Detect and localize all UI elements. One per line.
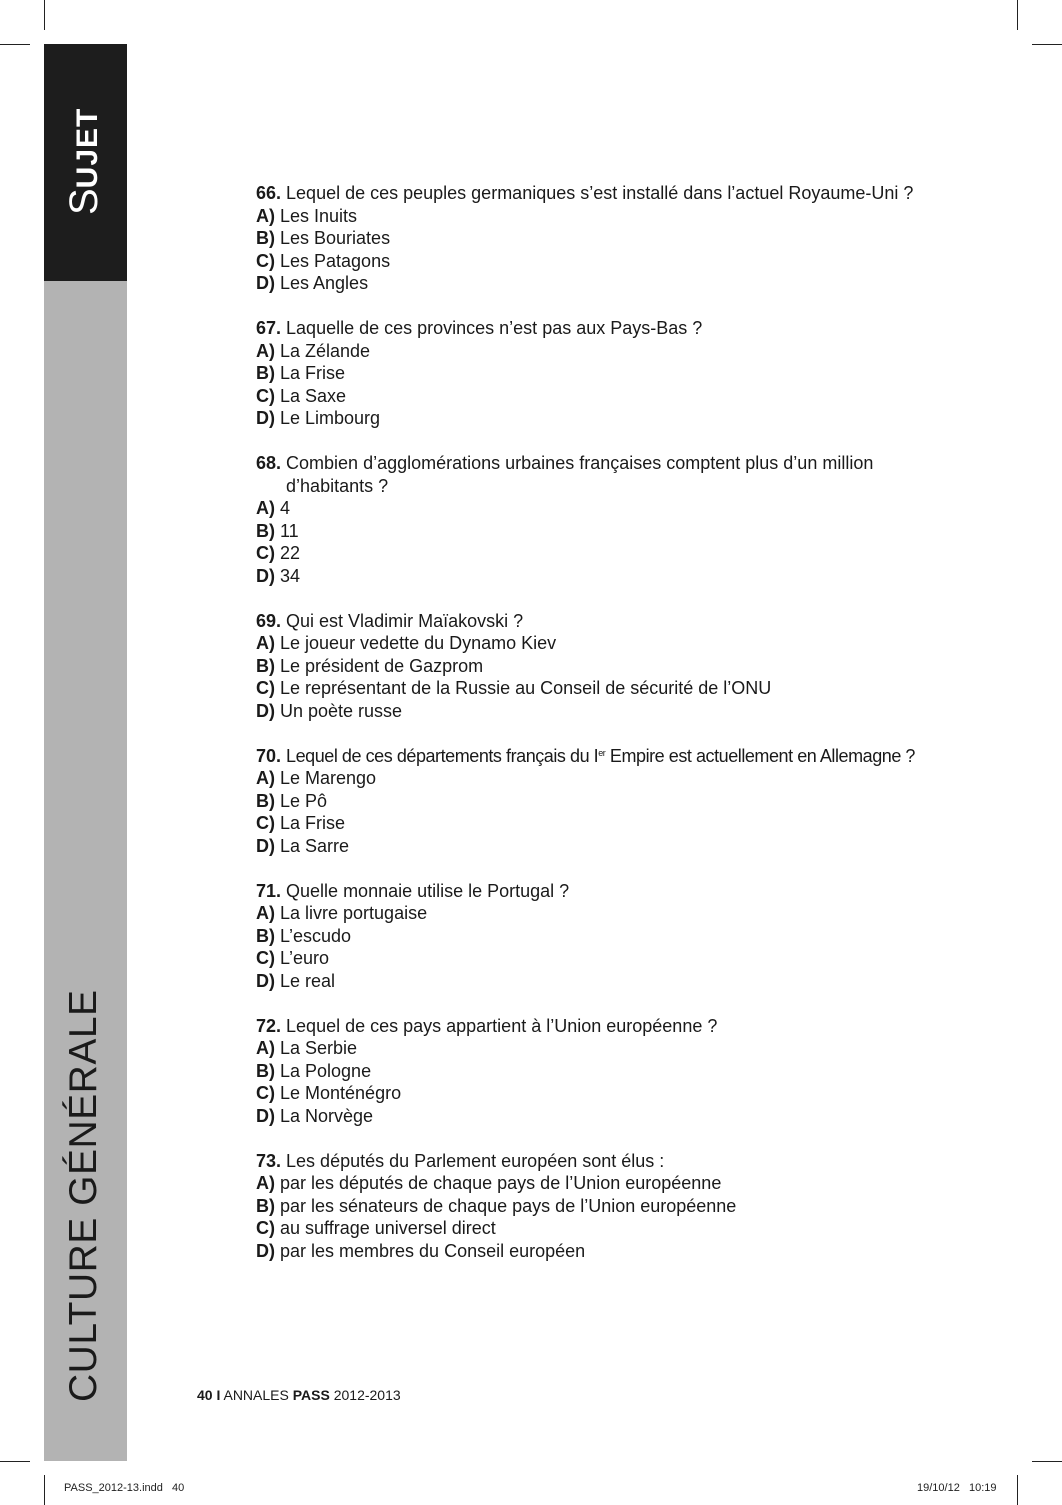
option-letter: D) [256, 1105, 275, 1126]
option-text: Les Patagons [280, 250, 391, 271]
question-text-part: Empire est actuellement en Allemagne ? [605, 745, 915, 766]
footer-annales: ANNALES [223, 1387, 289, 1403]
answer-option [256, 925, 956, 948]
answer-option [256, 250, 956, 273]
option-letter: C) [256, 543, 275, 563]
sujet-initial: S [62, 188, 106, 215]
answer-option [256, 632, 956, 655]
question-line [256, 1150, 956, 1173]
question-block [256, 610, 956, 723]
option-text: La Frise [280, 813, 346, 833]
crop-mark [44, 0, 45, 30]
footer-year: 2012-2013 [333, 1387, 401, 1403]
option-text: 11 [280, 520, 299, 541]
option-letter: A) [256, 498, 275, 518]
question-block [256, 880, 956, 993]
option-text: La Saxe [280, 385, 347, 406]
option-letter: B) [256, 520, 275, 541]
question-number: 69. [256, 610, 282, 631]
answer-option [256, 1217, 956, 1240]
option-letter: C) [256, 1083, 275, 1103]
option-letter: C) [256, 1218, 275, 1238]
option-letter: B) [256, 1060, 275, 1081]
option-letter: B) [256, 1195, 275, 1216]
option-letter: A) [256, 633, 275, 653]
crop-mark [1032, 44, 1062, 45]
option-letter: D) [256, 700, 275, 721]
option-text: 4 [280, 498, 291, 518]
question-number: 68. [256, 453, 282, 473]
footer-pass: PASS [292, 1387, 330, 1403]
question-text-part: Lequel de ces départements français du I [286, 745, 599, 766]
answer-option [256, 790, 956, 813]
option-letter: B) [256, 790, 275, 811]
question-line [256, 610, 956, 633]
option-text: L’euro [280, 948, 330, 968]
crop-mark [44, 1475, 45, 1505]
crop-mark [1017, 0, 1018, 30]
answer-option [256, 227, 956, 250]
answer-option [256, 835, 956, 858]
option-text: par les membres du Conseil européen [280, 1240, 586, 1261]
section-title: CULTURE GÉNÉRALE [62, 989, 105, 1402]
answer-option [256, 362, 956, 385]
answer-option [256, 272, 956, 295]
question-line [256, 880, 956, 903]
question-text: Les députés du Parlement européen sont élus : [286, 1150, 665, 1171]
answer-option [256, 700, 956, 723]
answer-option [256, 902, 956, 925]
option-letter: B) [256, 925, 275, 946]
question-text: Qui est Vladimir Maïakovski ? [286, 610, 524, 631]
option-text: Le Monténégro [280, 1083, 402, 1103]
option-text: Le joueur vedette du Dynamo Kiev [280, 633, 557, 653]
option-letter: A) [256, 205, 275, 226]
option-text: par les députés de chaque pays de l’Union européenne [280, 1173, 722, 1193]
crop-mark [1017, 1475, 1018, 1505]
answer-option [256, 340, 956, 363]
crop-mark [0, 1461, 30, 1462]
answer-option [256, 497, 956, 520]
question-number: 71. [256, 880, 282, 901]
option-text: La Serbie [280, 1038, 358, 1058]
question-number: 66. [256, 183, 282, 203]
answer-option [256, 812, 956, 835]
question-number: 70. [256, 745, 282, 766]
crop-mark [0, 44, 30, 45]
question-text: Combien d’agglomérations urbaines françaises comptent plus d’un million d’habitants ? [286, 453, 874, 496]
option-text: L’escudo [280, 925, 352, 946]
answer-option [256, 1060, 956, 1083]
question-text: Quelle monnaie utilise le Portugal ? [286, 880, 570, 901]
question-text: Laquelle de ces provinces n’est pas aux Pays-Bas ? [286, 318, 703, 338]
answer-option [256, 677, 956, 700]
page-footer [197, 1387, 401, 1403]
sujet-label [62, 108, 107, 215]
option-text: au suffrage universel direct [280, 1218, 496, 1238]
answer-option [256, 767, 956, 790]
option-text: La Pologne [280, 1060, 372, 1081]
answer-option [256, 1105, 956, 1128]
option-text: Le Pô [280, 790, 328, 811]
slug-file: PASS_2012-13.indd 40 [64, 1482, 185, 1494]
option-text: Un poète russe [280, 700, 403, 721]
answer-option [256, 970, 956, 993]
option-text: 34 [280, 565, 301, 586]
option-letter: D) [256, 408, 275, 428]
question-text [286, 745, 956, 768]
answer-option [256, 205, 956, 228]
option-letter: D) [256, 273, 275, 293]
option-letter: D) [256, 970, 275, 991]
option-text: La Norvège [280, 1105, 374, 1126]
option-text: Les Bouriates [280, 228, 391, 248]
option-text: Le Marengo [280, 768, 377, 788]
question-number: 73. [256, 1150, 282, 1171]
answer-option [256, 565, 956, 588]
option-text: La livre portugaise [280, 903, 428, 923]
option-letter: C) [256, 250, 275, 271]
question-block [256, 317, 956, 430]
question-line [256, 452, 956, 497]
question-block [256, 452, 956, 587]
option-text: Le Limbourg [280, 408, 381, 428]
option-letter: D) [256, 565, 275, 586]
answer-option [256, 385, 956, 408]
option-letter: C) [256, 385, 275, 406]
option-letter: C) [256, 813, 275, 833]
question-block [256, 1150, 956, 1263]
option-letter: A) [256, 768, 275, 788]
option-letter: B) [256, 363, 275, 383]
option-letter: A) [256, 340, 275, 361]
answer-option [256, 947, 956, 970]
question-block [256, 182, 956, 295]
option-letter: A) [256, 1038, 275, 1058]
question-number: 72. [256, 1015, 282, 1036]
answer-option [256, 1037, 956, 1060]
option-letter: D) [256, 1240, 275, 1261]
option-letter: B) [256, 228, 275, 248]
question-line [256, 1015, 956, 1038]
question-block [256, 745, 956, 858]
footer-separator: I [216, 1387, 221, 1403]
ordinal-superscript: er [598, 747, 606, 758]
question-text: Lequel de ces peuples germaniques s’est installé dans l’actuel Royaume-Uni ? [286, 183, 914, 203]
option-letter: C) [256, 948, 275, 968]
page-number: 40 [197, 1387, 213, 1403]
slug-date: 19/10/12 10:19 [917, 1482, 997, 1494]
answer-option [256, 1172, 956, 1195]
question-number: 67. [256, 318, 282, 338]
question-text: Lequel de ces pays appartient à l’Union européenne ? [286, 1015, 718, 1036]
question-block [256, 1015, 956, 1128]
option-text: Le real [280, 970, 336, 991]
question-line [256, 182, 956, 205]
answer-option [256, 520, 956, 543]
question-line [256, 317, 956, 340]
sujet-rest: UJET [71, 107, 104, 189]
answer-option [256, 1240, 956, 1263]
option-text: La Zélande [280, 340, 371, 361]
answer-option [256, 542, 956, 565]
option-text: La Frise [280, 363, 346, 383]
option-letter: B) [256, 655, 275, 676]
option-text: Le président de Gazprom [280, 655, 484, 676]
crop-mark [1032, 1461, 1062, 1462]
option-text: Le représentant de la Russie au Conseil de sécurité de l’ONU [280, 678, 772, 698]
answer-option [256, 655, 956, 678]
option-letter: A) [256, 903, 275, 923]
option-letter: D) [256, 835, 275, 856]
option-text: par les sénateurs de chaque pays de l’Union européenne [280, 1195, 737, 1216]
option-text: La Sarre [280, 835, 350, 856]
option-text: 22 [280, 543, 301, 563]
question-list [256, 182, 956, 1285]
option-letter: A) [256, 1173, 275, 1193]
answer-option [256, 407, 956, 430]
answer-option [256, 1195, 956, 1218]
answer-option [256, 1082, 956, 1105]
option-text: Les Inuits [280, 205, 358, 226]
option-text: Les Angles [280, 273, 369, 293]
option-letter: C) [256, 678, 275, 698]
question-line [256, 745, 956, 768]
